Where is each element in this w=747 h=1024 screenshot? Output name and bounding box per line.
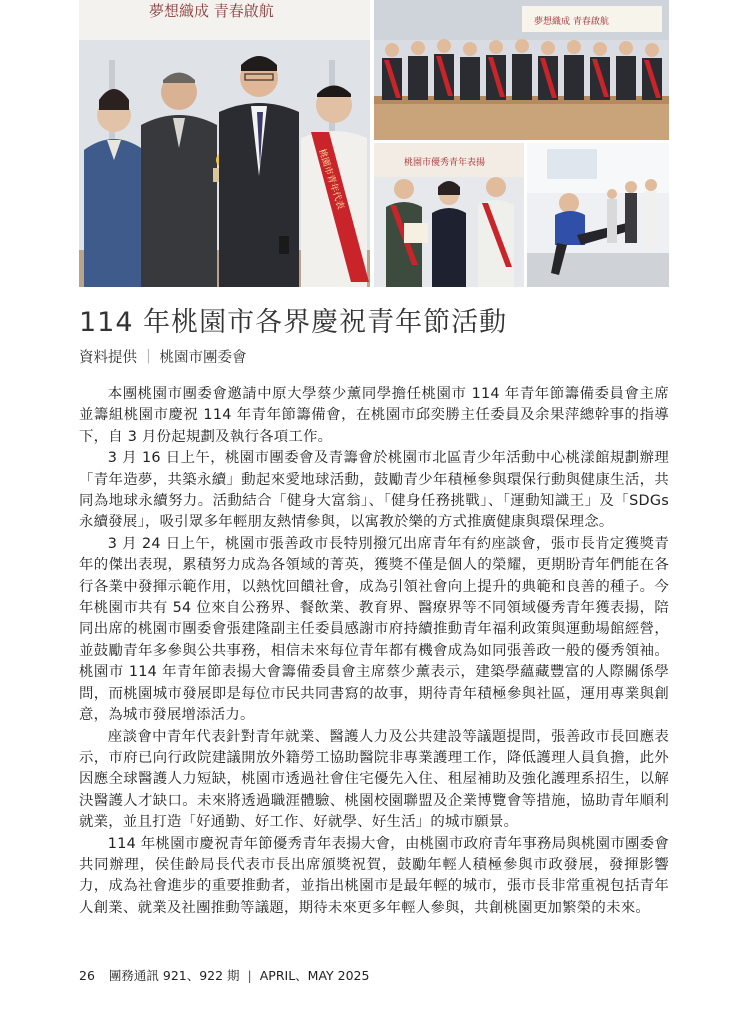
- footer-separator: |: [247, 968, 252, 983]
- article-paragraph: 114 年桃園市慶祝青年節優秀青年表揚大會，由桃園市政府青年事務局與桃園市團委會共同辦理，侯佳齡局長代表市長出席頒獎祝賀，鼓勵年輕人積極參與市政發展，發揮影響力，成為社會進步的重要推動者，並指出桃園市是最年輕的城市，張市長非常重視包括青年人創業、就業及社團推動等議題，期待未來更多年輕人參與，共創桃園更加繁榮的未來。: [79, 835, 669, 916]
- photo-award-holders: [374, 143, 524, 287]
- article-paragraph: 本團桃園市團委會邀請中原大學蔡少薰同學擔任桃園市 114 年青年節籌備委員會主席並籌組桃園市慶祝 114 年青年節籌備會，在桃園市邱奕勝主任委員及余果萍總幹事的指導下，自 3 月份起規劃及執行各項工作。: [79, 386, 669, 445]
- photo-stage-text: 夢想織成 青春啟航: [534, 17, 609, 27]
- source-name: 桃園市團委會: [159, 350, 247, 366]
- photo-activity-event: [527, 143, 669, 287]
- page-number: 26: [79, 968, 95, 983]
- photo-sash-text: 桃園市青年代表: [316, 147, 346, 211]
- article-paragraph: 座談會中青年代表針對青年就業、醫護人力及公共建設等議題提問，張善政市長回應表示，市府已向行政院建議開放外籍勞工協助醫院非專業護理工作，降低護理人員負擔，此外因應全球醫護人力短缺，桃園市透過社會住宅優先入住、租屋補助及強化護理系招生，以解決醫護人才缺口。未來將透過職涯體驗、桃園校園聯盟及企業博覽會等措施，協助青年順利就業，並且打造「好通勤、好工作、好就學、好生活」的城市願景。: [79, 728, 669, 831]
- article-body: [79, 384, 669, 919]
- source-separator: ｜: [141, 350, 156, 366]
- page-footer: [79, 966, 369, 984]
- article-title: 114 年桃園市各界慶祝青年節活動: [79, 307, 508, 338]
- publication-date: APRIL、MAY 2025: [259, 968, 370, 983]
- article-paragraph: 3 月 16 日上午，桃園市團委會及青籌會於桃園市北區青少年活動中心桃漾館規劃辦理「青年造夢，共築永續」動起來愛地球活動，鼓勵青少年積極參與環保行動與健康生活，共同為地球永續努力。活動結合「健身大富翁」、「健身任務挑戰」、「運動知識王」及「SDGs 永續發展」，吸引眾多年輕朋友熱情參與，以寓教於樂的方式推廣健康與環保理念。: [79, 450, 669, 531]
- photo-group-stage: [374, 0, 669, 140]
- source-label: 資料提供: [79, 350, 137, 366]
- publication-name: 團務通訊 921、922 期: [108, 968, 240, 983]
- photo-collage: [79, 0, 669, 287]
- article-source: [79, 346, 247, 367]
- photo-award-presentation: [79, 0, 370, 287]
- photo-award-banner-text: 桃園市優秀青年表揚: [404, 158, 486, 168]
- photo-banner-text: 夢想織成 青春啟航: [149, 2, 274, 20]
- article-paragraph: 3 月 24 日上午，桃園市張善政市長特別撥冗出席青年有約座談會，張市長肯定獲獎青年的傑出表現，累積努力成為各領域的菁英，獲獎不僅是個人的榮耀，更期盼青年們能在各行各業中發揮示範作用，以熱忱回饋社會，成為引領社會向上提升的典範和良善的種子。今年桃園市共有 54 位來自公務界、餐飲業、教育界、醫療界等不同領域優秀青年獲表揚，陪同出席的桃園市團委會張建隆副主任委員感謝市府持續推動青年福利政策與運動場館經營，並鼓勵青年多參與公共事務，相信未來每位青年都有機會成為如同張善政一般的優秀領袖。桃園市 114 年青年節表揚大會籌備委員會主席蔡少薰表示，建築學蘊藏豐富的人際關係學問，而桃園城市發展即是每位市民共同書寫的故事，期待青年積極參與社區，運用專業與創意，為城市發展增添活力。: [79, 535, 669, 724]
